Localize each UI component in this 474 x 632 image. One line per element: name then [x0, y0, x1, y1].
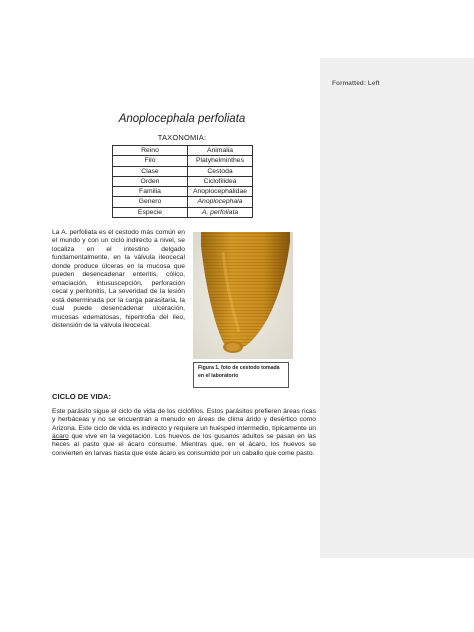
taxonomy-rank: Genero [113, 197, 188, 207]
section-heading: CICLO DE VIDA: [52, 392, 112, 401]
taxonomy-rank: Orden [113, 176, 188, 186]
taxonomy-table [112, 145, 253, 218]
taxonomy-rank: Reino [113, 146, 188, 156]
life-cycle-text-start: Este parásito sigue el ciclo de vida de los ciclófilos. Estos parásitos prefieren áreas ricas y herbáceas y no se encuentran a menudo en áreas de clima árido y desértico como Arizona. Este ciclo de vida es indirecto y requiere un huésped intermedio, típicamente un [52, 408, 316, 432]
taxonomy-rank: Clase [113, 166, 188, 176]
taxonomy-row [113, 176, 253, 186]
taxonomy-value: Animalia [188, 146, 253, 156]
taxonomy-row [113, 197, 253, 207]
figure-caption: Figura 1, foto de cestodo tomada en el laboratorio [193, 362, 289, 388]
taxonomy-row [113, 156, 253, 166]
taxonomy-row [113, 207, 253, 217]
taxonomy-rank: Especie [113, 207, 188, 217]
cestode-photo-illustration [193, 232, 293, 359]
taxonomy-value: Cestoda [188, 166, 253, 176]
taxonomy-rank: Familia [113, 187, 188, 197]
comment-label: Formatted: Left [332, 80, 380, 87]
taxonomy-value: Anoplocephalidae [188, 187, 253, 197]
life-cycle-paragraph [52, 408, 316, 458]
life-cycle-text-end: que vive en la vegetación. Los huevos de los gusanos adultos se pasan en las heces al pasto que el ácaro consume. Mientras que, en el ácaro, los huevos se convierten en larvas hasta que este ácaro es consumido por un caballo que come pasto. [52, 433, 316, 457]
taxonomy-value: Platyhelminthes [188, 156, 253, 166]
taxonomy-value: Anoplocephala [188, 197, 253, 207]
acaro-link[interactable]: ácaro [52, 433, 69, 441]
taxonomy-row [113, 166, 253, 176]
taxonomy-row [113, 146, 253, 156]
taxonomy-value: A. perfoliata [188, 207, 253, 217]
taxonomy-row [113, 187, 253, 197]
taxonomy-rank: Filo [113, 156, 188, 166]
taxonomy-heading: TAXONOMIA: [157, 133, 207, 142]
taxonomy-value: Ciclofilidea [188, 176, 253, 186]
intro-paragraph: La A. perfoliata es el cestodo más común en el mundo y con un ciclo indirecto a nivel, se localiza en el intestino delgado fundamentalmente, en la válvula ileocecal donde produce úlceras en la mucosa que pueden desencadenar enteritis, cólico, emaciación, intususcepción, perforación cecal y peritonitis, La severidad de la lesión está determinada por la carga parasitaria, la cual puede desencadenar ulceración, mucosas edematosas, hipertrofia del íleo, distensión de la válvula ileocecal. [52, 229, 185, 329]
document-title: Anoplocephala perfoliata [118, 113, 246, 125]
cestode-photo [193, 232, 293, 359]
